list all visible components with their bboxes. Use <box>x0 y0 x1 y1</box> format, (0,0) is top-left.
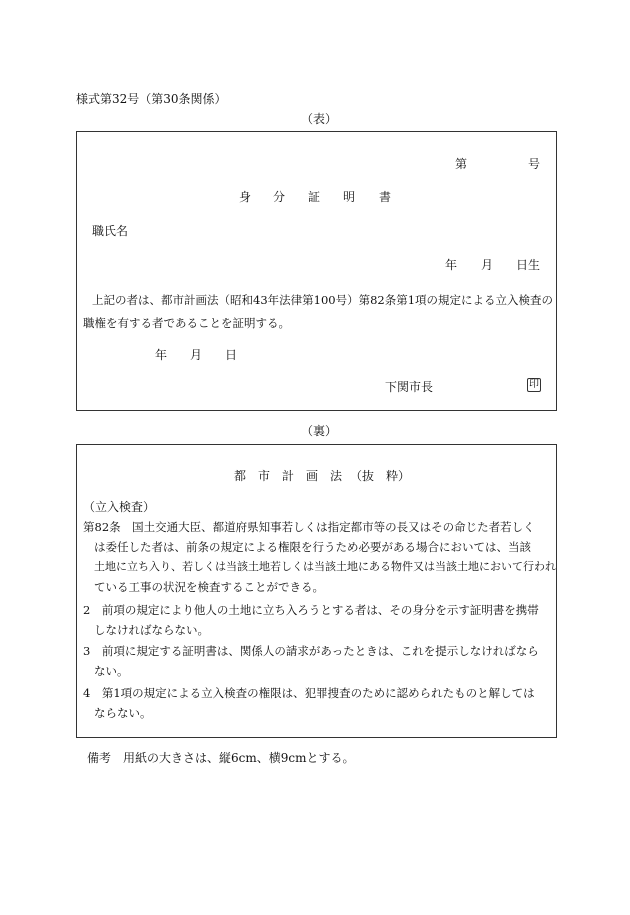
paragraph-4-line-1: 4 第1項の規定による立入検査の権限は、犯罪捜査のために認められたものと解しては <box>83 686 535 700</box>
paragraph-2-line-2: しなければならない。 <box>94 623 209 637</box>
certificate-title-5: 書 <box>379 190 392 204</box>
certificate-title-4: 明 <box>343 190 356 204</box>
law-title-1: 都 <box>234 469 247 483</box>
certificate-front <box>76 131 557 411</box>
article-82-line-2: は委任した者は、前条の規定による権限を行うため必要がある場合においては、当該 <box>94 540 531 554</box>
law-title-2: 市 <box>258 469 271 483</box>
law-title-4: 画 <box>306 469 319 483</box>
paragraph-3-line-1: 3 前項に規定する証明書は、関係人の請求があったときは、これを提示しなければなら <box>83 644 539 658</box>
front-side-label: （表） <box>301 112 338 126</box>
paragraph-2-line-1: 2 前項の規定により他人の土地に立ち入ろうとする者は、その身分を示す証明書を携帯 <box>83 603 539 617</box>
date-day-label: 日 <box>225 348 238 362</box>
back-side-label: （裏） <box>301 424 338 438</box>
form-number: 様式第32号（第30条関係） <box>76 92 227 106</box>
article-82-line-3: 土地に立ち入り、若しくは当該土地若しくは当該土地にある物件又は当該土地において行われ <box>94 560 556 573</box>
paragraph-4-line-2: ならない。 <box>94 706 152 720</box>
article-82-line-4: ている工事の状況を検査することができる。 <box>94 580 324 594</box>
birth-year-label: 年 <box>445 258 458 272</box>
certificate-back <box>76 444 557 738</box>
law-title-3: 計 <box>282 469 295 483</box>
statement-line-2: 職権を有する者であることを証明する。 <box>83 316 290 330</box>
seal-mark: 印 <box>529 379 539 390</box>
certificate-title-3: 証 <box>308 190 321 204</box>
law-title-excerpt: （抜 粋） <box>350 469 411 483</box>
number-prefix: 第 <box>455 157 468 171</box>
number-suffix: 号 <box>528 157 541 171</box>
article-82-line-1: 第82条 国土交通大臣、都道府県知事若しくは指定都市等の長又はその命じた者若しく <box>83 520 535 534</box>
birth-month-label: 月 <box>481 258 494 272</box>
statement-line-1: 上記の者は、都市計画法（昭和43年法律第100号）第82条第1項の規定による立入検査の <box>92 293 554 307</box>
certificate-title-1: 身 <box>239 190 252 204</box>
birth-day-label: 日生 <box>516 258 541 272</box>
name-label: 職氏名 <box>92 224 129 238</box>
section-heading: （立入検査） <box>83 500 156 514</box>
date-year-label: 年 <box>155 348 168 362</box>
remarks-note: 備考 用紙の大きさは、縦6cm、横9cmとする。 <box>87 751 355 765</box>
paragraph-3-line-2: ない。 <box>94 664 129 678</box>
date-month-label: 月 <box>190 348 203 362</box>
law-title-5: 法 <box>330 469 343 483</box>
issuer-name: 下関市長 <box>385 380 434 394</box>
certificate-title-2: 分 <box>273 190 286 204</box>
